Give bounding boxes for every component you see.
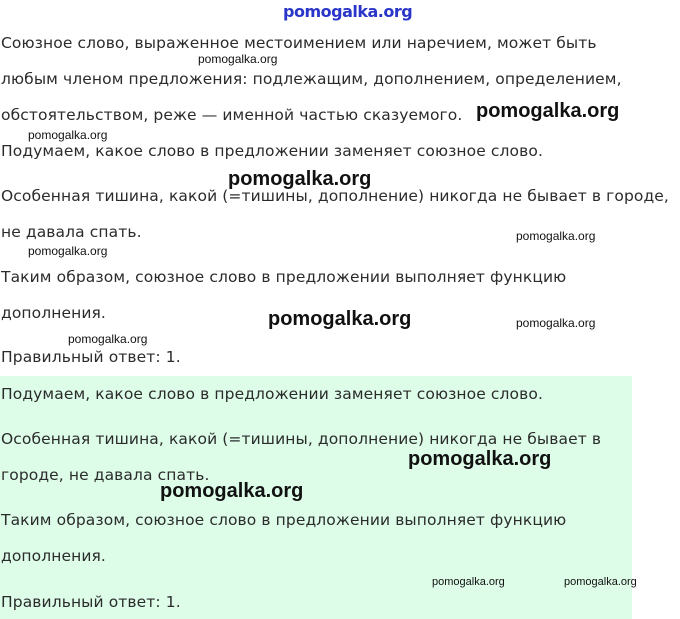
answer-line-3: городе, не давала спать.: [1, 466, 210, 484]
watermark: pomogalka.org: [516, 229, 596, 243]
solution-line-8: дополнения.: [1, 304, 106, 322]
watermark: pomogalka.org: [516, 316, 596, 330]
solution-line-9: Правильный ответ: 1.: [1, 348, 181, 366]
watermark: pomogalka.org: [228, 168, 372, 190]
solution-line-3: обстоятельством, реже — именной частью сказуемого.: [1, 106, 463, 124]
watermark: pomogalka.org: [160, 480, 304, 502]
watermark-top: pomogalka.org: [283, 2, 413, 21]
watermark: pomogalka.org: [564, 576, 637, 588]
watermark: pomogalka.org: [408, 448, 552, 470]
solution-line-4: Подумаем, какое слово в предложении заменяет союзное слово.: [1, 142, 543, 160]
solution-line-7: Таким образом, союзное слово в предложении выполняет функцию: [1, 268, 567, 286]
watermark: pomogalka.org: [68, 332, 148, 346]
solution-line-1: Союзное слово, выраженное местоимением или наречием, может быть: [1, 34, 597, 52]
answer-line-4: Таким образом, союзное слово в предложении выполняет функцию: [1, 511, 567, 529]
watermark: pomogalka.org: [198, 52, 278, 66]
answer-line-5: дополнения.: [1, 547, 106, 565]
watermark: pomogalka.org: [432, 576, 505, 588]
solution-line-6: не давала спать.: [1, 223, 142, 241]
solution-line-2: любым членом предложения: подлежащим, дополнением, определением,: [1, 70, 622, 88]
answer-line-6: Правильный ответ: 1.: [1, 593, 181, 611]
watermark: pomogalka.org: [28, 244, 108, 258]
answer-block-background: [0, 376, 632, 619]
answer-line-2: Особенная тишина, какой (=тишины, дополнение) никогда не бывает в: [1, 430, 602, 448]
answer-line-1: Подумаем, какое слово в предложении заменяет союзное слово.: [1, 385, 543, 403]
watermark: pomogalka.org: [28, 128, 108, 142]
solution-line-5: Особенная тишина, какой (=тишины, дополнение) никогда не бывает в городе,: [1, 187, 669, 205]
watermark: pomogalka.org: [476, 100, 620, 122]
watermark: pomogalka.org: [268, 308, 412, 330]
